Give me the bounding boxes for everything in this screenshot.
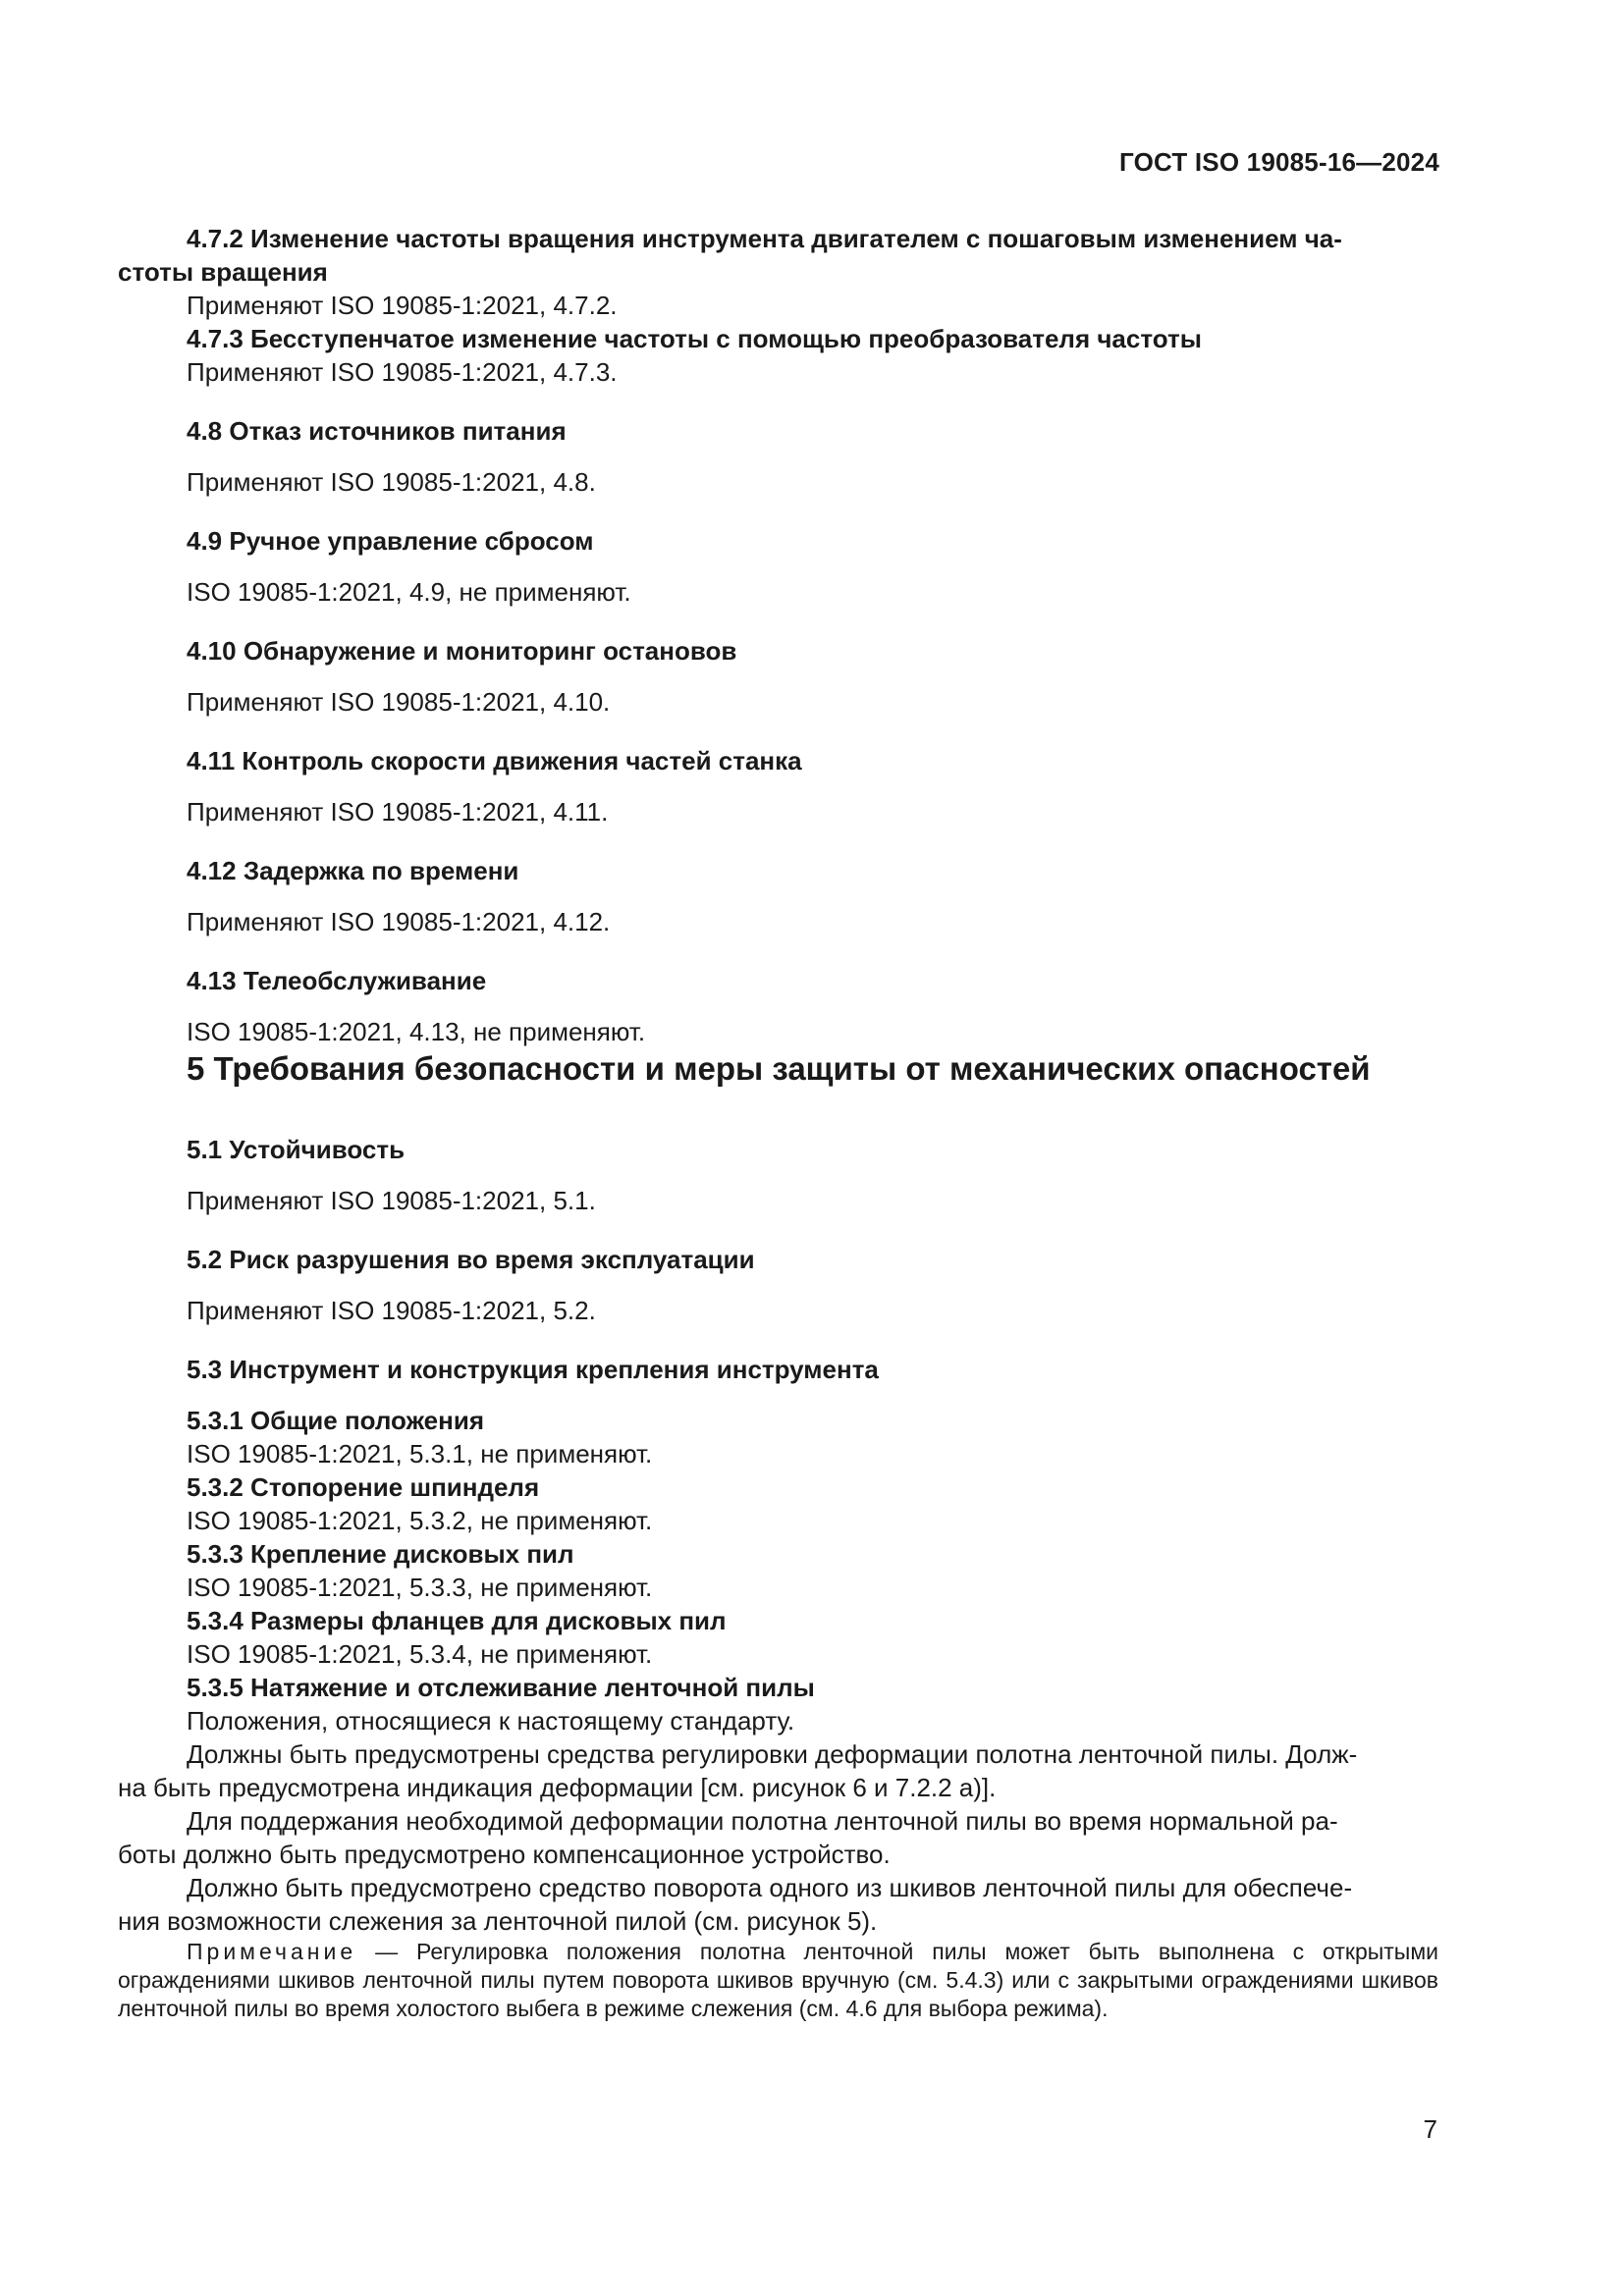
heading-4-7-2-cont: стоты вращения (118, 257, 328, 287)
document-code-header: ГОСТ ISO 19085-16—2024 (1119, 147, 1439, 177)
heading-4-11: 4.11 Контроль скорости движения частей станка (187, 746, 802, 775)
para-5-3-5-1-line1: Должны быть предусмотрены средства регулировки деформации полотна ленточной пилы. Долж- (187, 1739, 1358, 1769)
text-4-13: ISO 19085-1:2021, 4.13, не применяют. (187, 1017, 646, 1046)
heading-4-10: 4.10 Обнаружение и мониторинг остановов (187, 636, 737, 666)
heading-5-3-2: 5.3.2 Стопорение шпинделя (187, 1472, 540, 1502)
para-5-3-5-1-line2: на быть предусмотрена индикация деформации [см. рисунок 6 и 7.2.2 а)]. (118, 1773, 997, 1802)
para-5-3-5-3-line1: Должно быть предусмотрено средство поворота одного из шкивов ленточной пилы для обеспече- (187, 1873, 1353, 1902)
text-5-3-4: ISO 19085-1:2021, 5.3.4, не применяют. (187, 1639, 653, 1669)
text-4-9: ISO 19085-1:2021, 4.9, не применяют. (187, 577, 631, 607)
note-text: — Регулировка положения полотна ленточной пилы может быть выполнена с открытыми ограждениями шкивов ленточной пилы путем поворота шкивов вручную (см. 5.4.3) или с закрытыми ограждениями шкивов ленточной пилы во время холостого выбега в режиме слежения (см. 4.6 для выбора режима). (118, 1939, 1438, 2021)
heading-4-7-2: 4.7.2 Изменение частоты вращения инструмента двигателем с пошаговым изменением ча- (187, 224, 1342, 253)
para-5-3-5-3-line2: ния возможности слежения за ленточной пилой (см. рисунок 5). (118, 1906, 878, 1936)
text-5-3-1: ISO 19085-1:2021, 5.3.1, не применяют. (187, 1439, 653, 1468)
para-5-3-5-2-line1: Для поддержания необходимой деформации полотна ленточной пилы во время нормальной ра- (187, 1806, 1338, 1836)
text-4-7-3: Применяют ISO 19085-1:2021, 4.7.3. (187, 357, 618, 387)
page-content (118, 222, 1438, 2023)
text-4-8: Применяют ISO 19085-1:2021, 4.8. (187, 467, 596, 497)
text-4-7-2: Применяют ISO 19085-1:2021, 4.7.2. (187, 291, 618, 320)
text-4-10: Применяют ISO 19085-1:2021, 4.10. (187, 687, 611, 717)
para-5-3-5-2-line2: боты должно быть предусмотрено компенсационное устройство. (118, 1840, 891, 1869)
heading-5-3-4: 5.3.4 Размеры фланцев для дисковых пил (187, 1606, 727, 1635)
heading-5-3-1: 5.3.1 Общие положения (187, 1406, 484, 1435)
text-5-2: Применяют ISO 19085-1:2021, 5.2. (187, 1296, 596, 1325)
heading-5-2: 5.2 Риск разрушения во время эксплуатации (187, 1245, 755, 1274)
text-5-3-3: ISO 19085-1:2021, 5.3.3, не применяют. (187, 1573, 653, 1602)
note-paragraph (118, 1938, 1438, 2023)
heading-5-3: 5.3 Инструмент и конструкция крепления инструмента (187, 1355, 879, 1384)
page-number: 7 (1423, 2114, 1437, 2144)
heading-5-3-3: 5.3.3 Крепление дисковых пил (187, 1539, 574, 1569)
text-5-3-5-intro: Положения, относящиеся к настоящему стандарту. (187, 1706, 795, 1735)
section-5-title: 5 Требования безопасности и меры защиты от механических опасностей (187, 1050, 1371, 1087)
heading-4-8: 4.8 Отказ источников питания (187, 416, 567, 446)
heading-5-3-5: 5.3.5 Натяжение и отслеживание ленточной пилы (187, 1673, 815, 1702)
heading-4-9: 4.9 Ручное управление сбросом (187, 526, 594, 556)
text-5-1: Применяют ISO 19085-1:2021, 5.1. (187, 1186, 596, 1215)
heading-5-1: 5.1 Устойчивость (187, 1135, 406, 1164)
heading-4-7-3: 4.7.3 Бесступенчатое изменение частоты с помощью преобразователя частоты (187, 324, 1202, 353)
note-label: Примечание (187, 1939, 357, 1964)
heading-4-13: 4.13 Телеобслуживание (187, 966, 487, 995)
text-4-12: Применяют ISO 19085-1:2021, 4.12. (187, 907, 611, 936)
text-4-11: Применяют ISO 19085-1:2021, 4.11. (187, 797, 609, 827)
heading-4-12: 4.12 Задержка по времени (187, 856, 519, 885)
text-5-3-2: ISO 19085-1:2021, 5.3.2, не применяют. (187, 1506, 653, 1535)
